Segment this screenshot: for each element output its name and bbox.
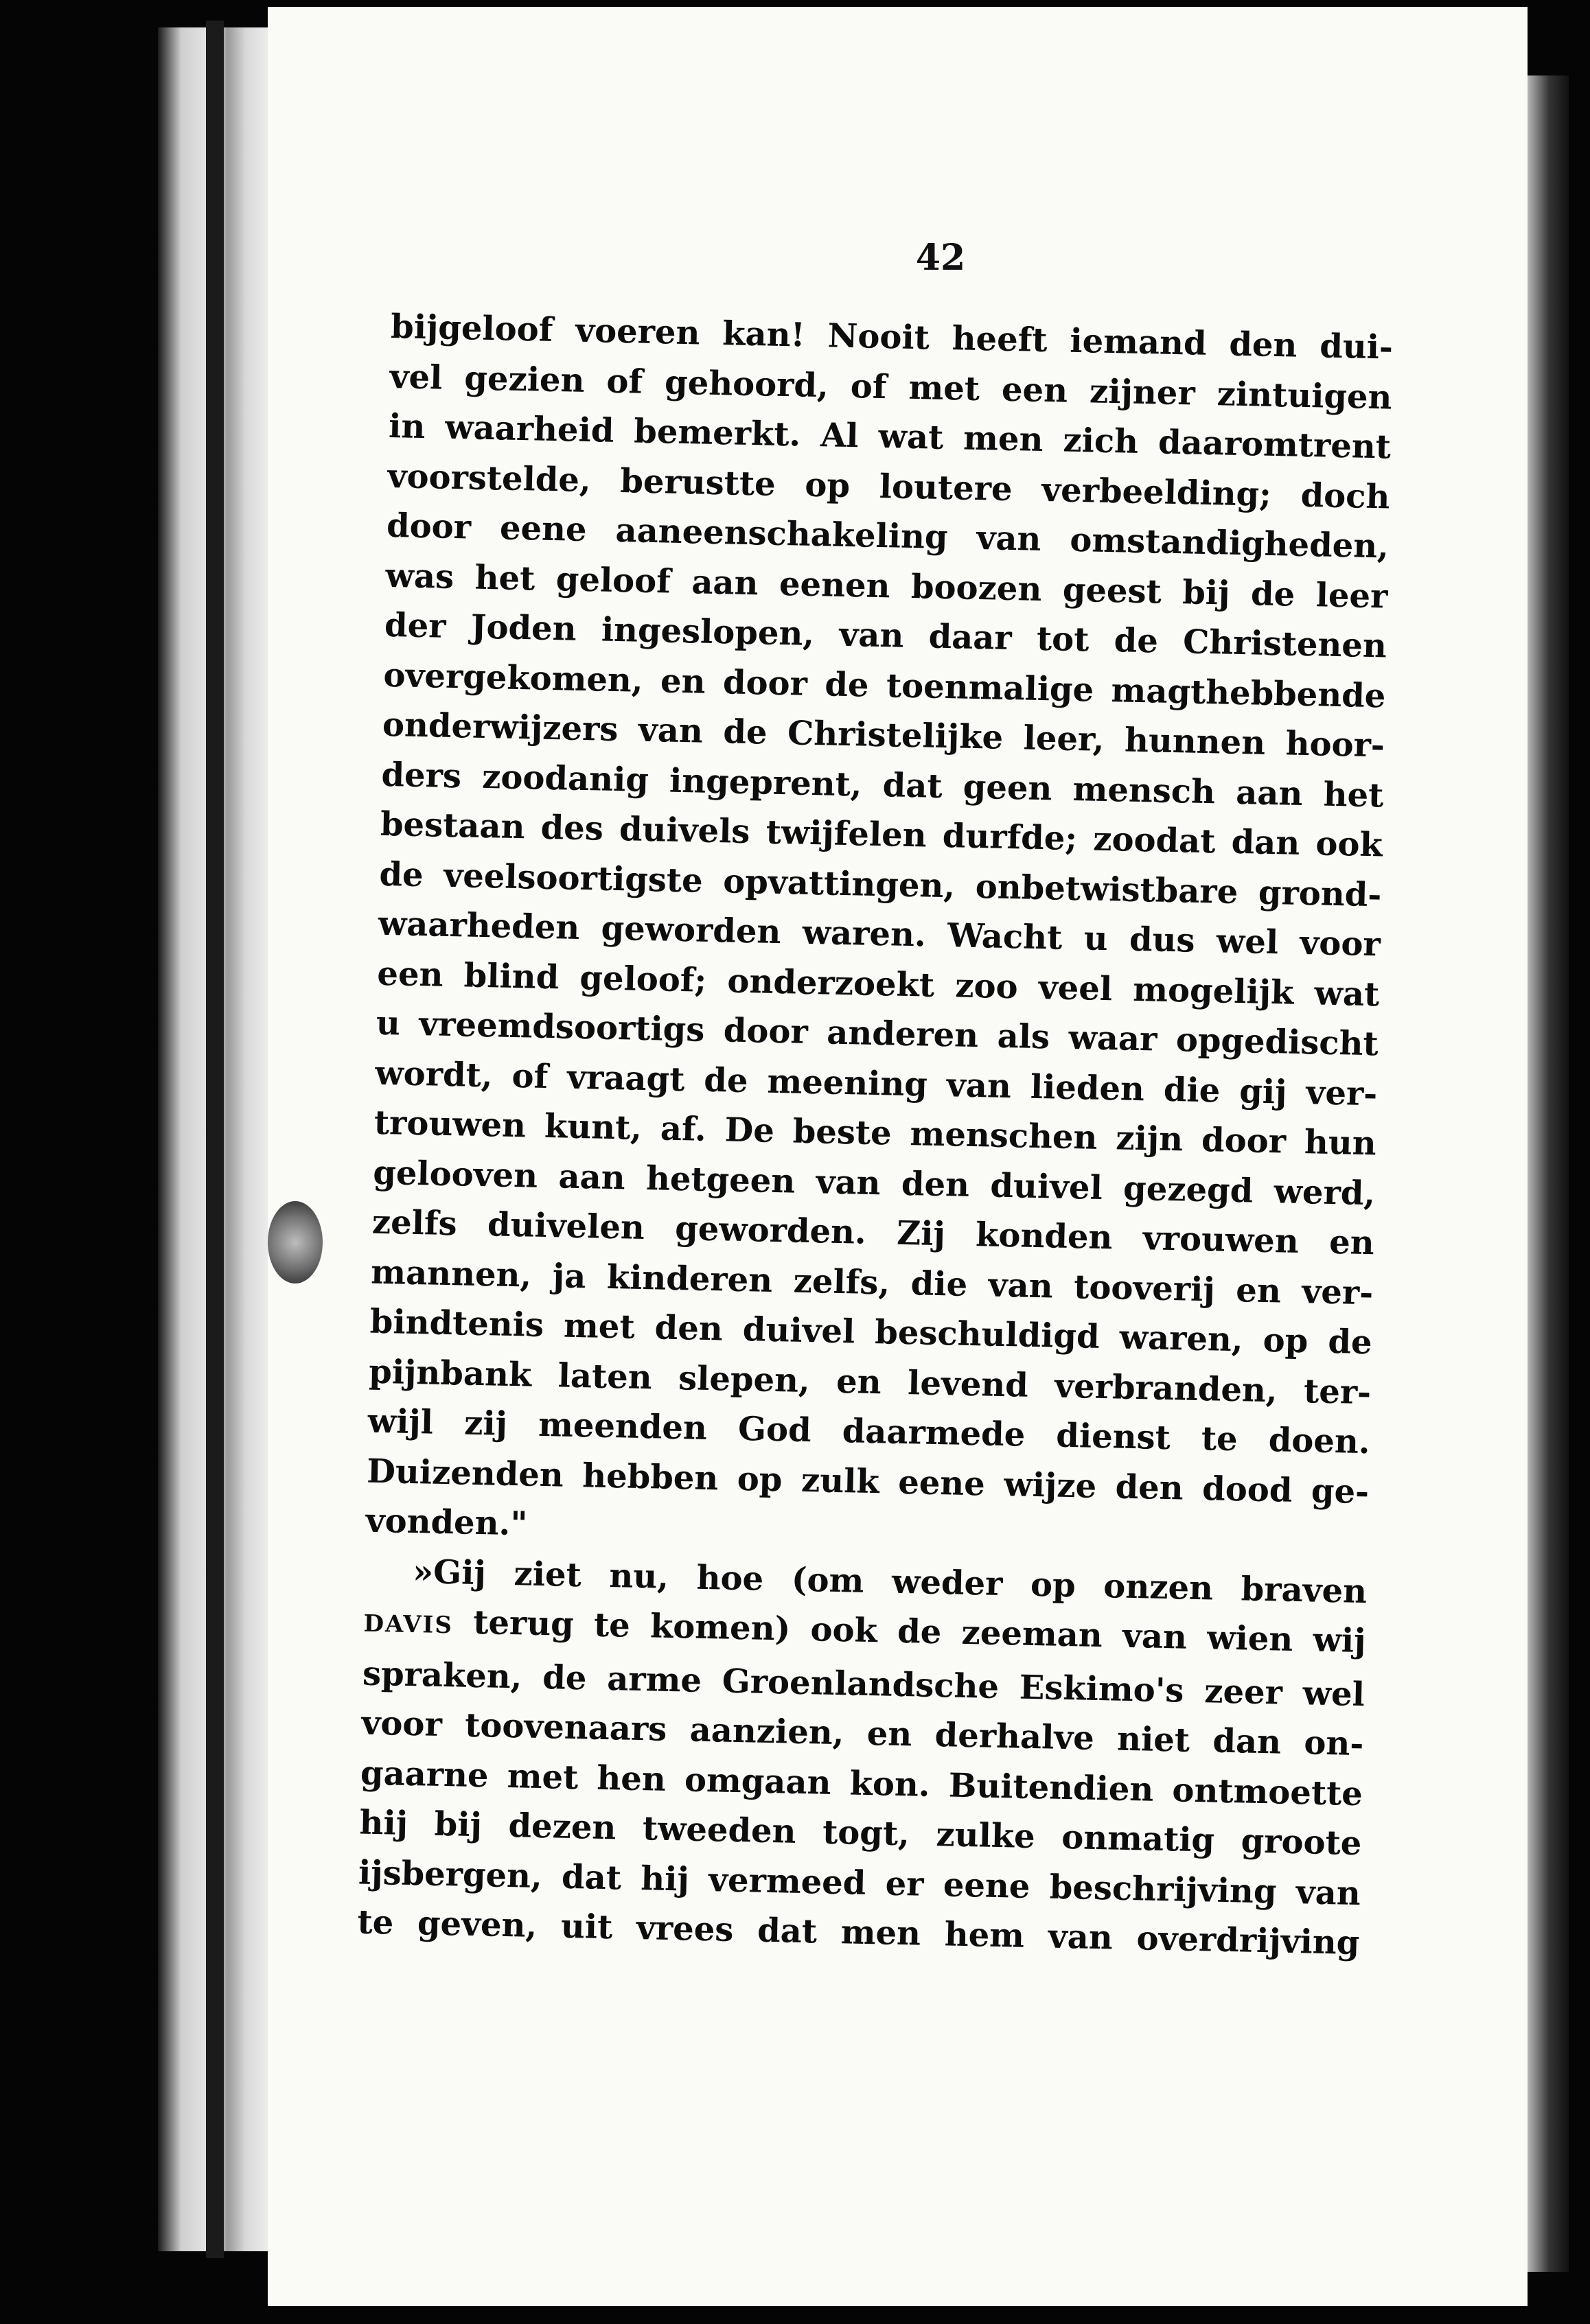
text-line: onderwijzers van de Christelijke leer, hunnen hoor- xyxy=(382,705,1385,765)
text-line: ijsbergen, dat hij vermeed er eene beschrijving van xyxy=(358,1853,1361,1913)
text-line: door eene aaneenschakeling van omstandigheden, xyxy=(386,506,1390,566)
text-line: ders zoodanig ingeprent, dat geen mensch aan het xyxy=(380,755,1384,815)
text-line: hij bij dezen tweeden togt, zulke onmatig groote xyxy=(359,1803,1362,1863)
page-body-text xyxy=(357,302,1394,1968)
text-line: voor toovenaars aanzien, en derhalve niet dan on- xyxy=(361,1704,1364,1764)
paragraph-2 xyxy=(357,1546,1368,1968)
text-line: Duizenden hebben op zulk eene wijze den dood ge- xyxy=(366,1452,1370,1511)
text-line: vonden." xyxy=(365,1501,528,1544)
text-line: zelfs duivelen geworden. Zij konden vrouwen en xyxy=(371,1202,1375,1263)
text-line: in waarheid bemerkt. Al wat men zich daaromtrent xyxy=(388,406,1392,467)
text-line: u vreemdsoortigs door anderen als waar opgedischt xyxy=(376,1003,1379,1064)
text-line: gaarne met hen omgaan kon. Buitendien ontmoette xyxy=(360,1754,1363,1813)
text-line: bestaan des duivels twijfelen durfde; zoodat dan ook xyxy=(380,804,1383,865)
book-binding xyxy=(206,21,224,2258)
paragraph-1 xyxy=(365,302,1394,1567)
text-line: voorstelde, berustte op loutere verbeelding; doch xyxy=(387,456,1390,517)
text-line: spraken, de arme Groenlandsche Eskimo's zeer wel xyxy=(362,1654,1366,1714)
book-page-edges-right xyxy=(1521,75,1569,2272)
text-line: »Gij ziet nu, hoe (om weder op onzen braven xyxy=(412,1552,1368,1611)
text-line: de veelsoortigste opvattingen, onbetwistbare grond- xyxy=(378,855,1382,914)
text-line: een blind geloof; onderzoekt zoo veel mogelijk wat xyxy=(376,954,1380,1014)
text-line: was het geloof aan eenen boozen geest bij de leer xyxy=(385,556,1388,616)
text-line: wordt, of vraagt de meening van lieden die gij ver- xyxy=(374,1054,1378,1113)
text-line: vel gezien of gehoord, of met een zijner zintuigen xyxy=(389,357,1392,417)
page-stain xyxy=(268,1201,323,1283)
text-line: wijl zij meenden God daarmede dienst te doen. xyxy=(367,1402,1371,1462)
text-line: overgekomen, en door de toenmalige magthebbende xyxy=(383,655,1386,715)
text-span: terug te komen) ook de zeeman van wien wij xyxy=(452,1603,1367,1661)
smallcaps-name: DAVIS xyxy=(363,1610,454,1640)
text-line: mannen, ja kinderen zelfs, die van tooverij en ver- xyxy=(370,1253,1374,1312)
text-line: waarheden geworden waren. Wacht u dus wel voor xyxy=(378,904,1381,964)
text-line: der Joden ingeslopen, van daar tot de Christenen xyxy=(384,605,1387,666)
text-line: gelooven aan hetgeen van den duivel gezegd werd, xyxy=(372,1153,1376,1213)
page-number: 42 xyxy=(915,237,966,279)
text-line: bindtenis met den duivel beschuldigd waren, op de xyxy=(369,1302,1373,1362)
text-line: te geven, uit vrees dat men hem van overdrijving xyxy=(356,1903,1360,1963)
text-line: trouwen kunt, af. De beste menschen zijn door hun xyxy=(373,1103,1377,1163)
text-line: bijgeloof voeren kan! Nooit heeft iemand den dui- xyxy=(390,307,1394,367)
text-line: pijnbank laten slepen, en levend verbranden, ter- xyxy=(368,1352,1372,1412)
